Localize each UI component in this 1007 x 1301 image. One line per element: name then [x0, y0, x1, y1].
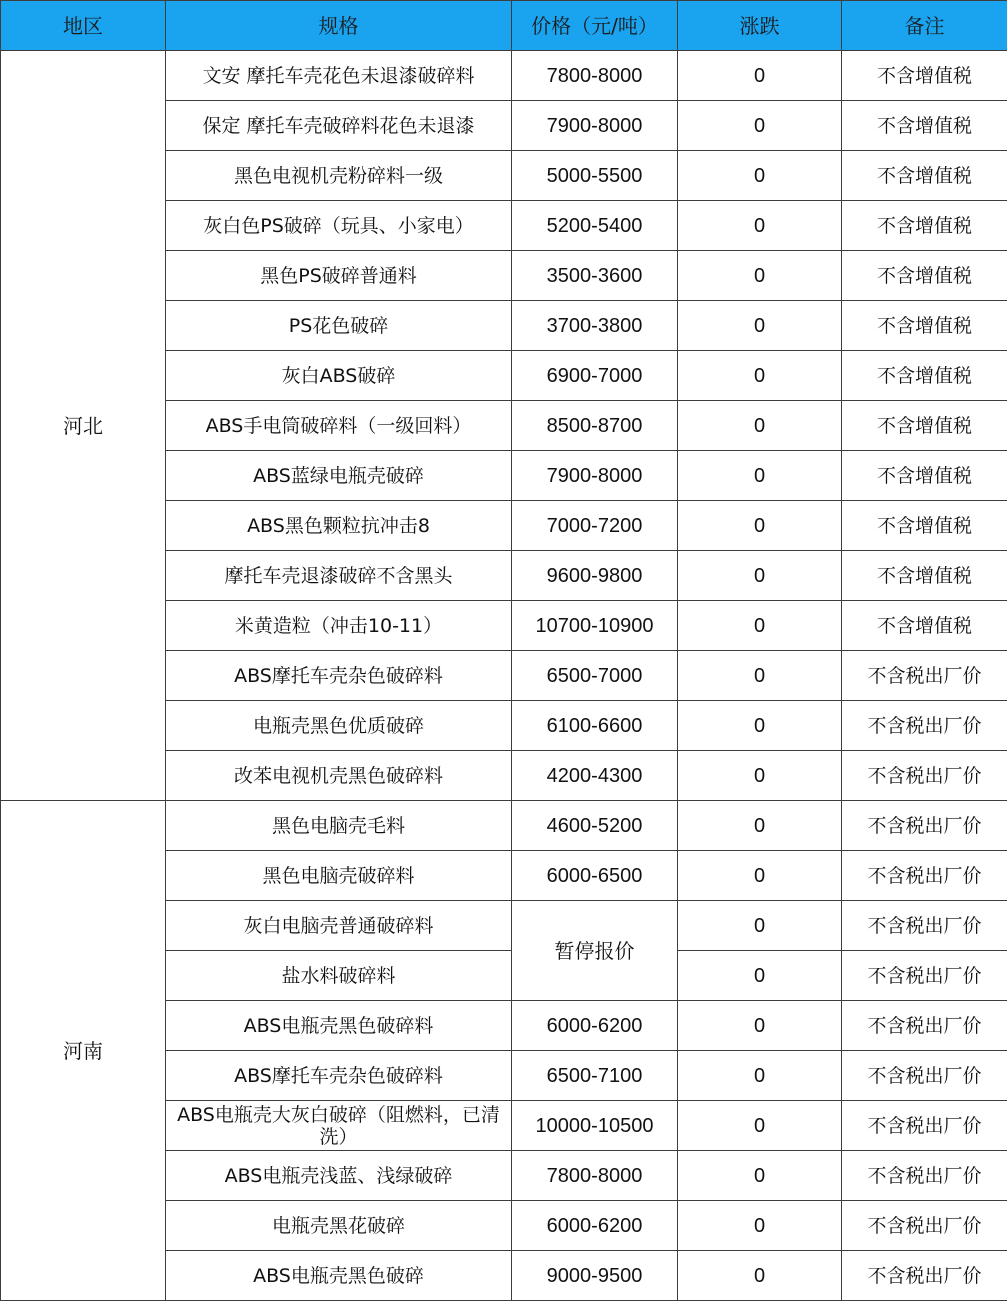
spec-cell: 盐水料破碎料: [166, 951, 512, 1001]
table-row: [1, 801, 1007, 851]
spec-cell: PS花色破碎: [166, 301, 512, 351]
change-cell: 0: [678, 851, 842, 901]
header-region: 地区: [1, 1, 166, 51]
price-cell: 5000-5500: [512, 151, 678, 201]
price-cell: 7900-8000: [512, 451, 678, 501]
change-cell: 0: [678, 401, 842, 451]
note-cell: 不含增值税: [842, 101, 1007, 151]
header-price: 价格（元/吨）: [512, 1, 678, 51]
header-row: [1, 1, 1007, 51]
note-cell: 不含增值税: [842, 451, 1007, 501]
price-cell: 6100-6600: [512, 701, 678, 751]
spec-cell: 电瓶壳黑色优质破碎: [166, 701, 512, 751]
table-body: [1, 51, 1007, 1301]
note-cell: 不含增值税: [842, 401, 1007, 451]
spec-cell: 黑色电脑壳破碎料: [166, 851, 512, 901]
change-cell: 0: [678, 1251, 842, 1301]
spec-cell: ABS黑色颗粒抗冲击8: [166, 501, 512, 551]
price-cell: 6000-6200: [512, 1201, 678, 1251]
price-cell: 6000-6500: [512, 851, 678, 901]
change-cell: 0: [678, 51, 842, 101]
spec-cell: 黑色电视机壳粉碎料一级: [166, 151, 512, 201]
spec-cell: 灰白色PS破碎（玩具、小家电）: [166, 201, 512, 251]
price-cell: 9600-9800: [512, 551, 678, 601]
spec-cell: 电瓶壳黑花破碎: [166, 1201, 512, 1251]
change-cell: 0: [678, 301, 842, 351]
price-cell: 4200-4300: [512, 751, 678, 801]
note-cell: 不含税出厂价: [842, 1251, 1007, 1301]
change-cell: 0: [678, 1201, 842, 1251]
price-cell: 6500-7100: [512, 1051, 678, 1101]
change-cell: 0: [678, 651, 842, 701]
price-cell: 3500-3600: [512, 251, 678, 301]
price-cell: 6500-7000: [512, 651, 678, 701]
price-cell: 6900-7000: [512, 351, 678, 401]
note-cell: 不含增值税: [842, 151, 1007, 201]
spec-cell: 黑色电脑壳毛料: [166, 801, 512, 851]
change-cell: 0: [678, 801, 842, 851]
note-cell: 不含税出厂价: [842, 1201, 1007, 1251]
change-cell: 0: [678, 201, 842, 251]
change-cell: 0: [678, 101, 842, 151]
change-cell: 0: [678, 1151, 842, 1201]
change-cell: 0: [678, 1101, 842, 1151]
note-cell: 不含税出厂价: [842, 701, 1007, 751]
table-row: [1, 51, 1007, 101]
spec-cell: 摩托车壳退漆破碎不含黑头: [166, 551, 512, 601]
spec-cell: 改苯电视机壳黑色破碎料: [166, 751, 512, 801]
change-cell: 0: [678, 751, 842, 801]
change-cell: 0: [678, 1001, 842, 1051]
spec-cell: ABS蓝绿电瓶壳破碎: [166, 451, 512, 501]
price-cell: 4600-5200: [512, 801, 678, 851]
spec-cell: ABS手电筒破碎料（一级回料）: [166, 401, 512, 451]
spec-cell: 米黄造粒（冲击10-11）: [166, 601, 512, 651]
note-cell: 不含税出厂价: [842, 851, 1007, 901]
change-cell: 0: [678, 551, 842, 601]
change-cell: 0: [678, 501, 842, 551]
spec-cell: ABS摩托车壳杂色破碎料: [166, 651, 512, 701]
note-cell: 不含税出厂价: [842, 901, 1007, 951]
note-cell: 不含增值税: [842, 51, 1007, 101]
spec-cell: 文安 摩托车壳花色未退漆破碎料: [166, 51, 512, 101]
price-cell: 暂停报价: [512, 901, 678, 1001]
price-cell: 7900-8000: [512, 101, 678, 151]
price-cell: 7800-8000: [512, 51, 678, 101]
note-cell: 不含税出厂价: [842, 651, 1007, 701]
change-cell: 0: [678, 901, 842, 951]
spec-cell: ABS摩托车壳杂色破碎料: [166, 1051, 512, 1101]
note-cell: 不含增值税: [842, 551, 1007, 601]
note-cell: 不含增值税: [842, 251, 1007, 301]
price-cell: 10000-10500: [512, 1101, 678, 1151]
change-cell: 0: [678, 951, 842, 1001]
note-cell: 不含税出厂价: [842, 1051, 1007, 1101]
note-cell: 不含增值税: [842, 301, 1007, 351]
price-cell: 7800-8000: [512, 1151, 678, 1201]
spec-cell: 灰白电脑壳普通破碎料: [166, 901, 512, 951]
spec-cell: ABS电瓶壳大灰白破碎（阻燃料，已清洗）: [166, 1101, 512, 1151]
spec-cell: 黑色PS破碎普通料: [166, 251, 512, 301]
note-cell: 不含增值税: [842, 501, 1007, 551]
spec-cell: ABS电瓶壳浅蓝、浅绿破碎: [166, 1151, 512, 1201]
change-cell: 0: [678, 601, 842, 651]
note-cell: 不含增值税: [842, 601, 1007, 651]
price-cell: 7000-7200: [512, 501, 678, 551]
header-note: 备注: [842, 1, 1007, 51]
price-cell: 10700-10900: [512, 601, 678, 651]
region-cell: 河北: [1, 51, 166, 801]
price-cell: 8500-8700: [512, 401, 678, 451]
note-cell: 不含税出厂价: [842, 801, 1007, 851]
note-cell: 不含税出厂价: [842, 1101, 1007, 1151]
price-cell: 5200-5400: [512, 201, 678, 251]
price-cell: 9000-9500: [512, 1251, 678, 1301]
change-cell: 0: [678, 151, 842, 201]
price-cell: 6000-6200: [512, 1001, 678, 1051]
change-cell: 0: [678, 451, 842, 501]
note-cell: 不含增值税: [842, 351, 1007, 401]
region-cell: 河南: [1, 801, 166, 1301]
header-spec: 规格: [166, 1, 512, 51]
note-cell: 不含税出厂价: [842, 751, 1007, 801]
change-cell: 0: [678, 251, 842, 301]
note-cell: 不含税出厂价: [842, 951, 1007, 1001]
spec-cell: 灰白ABS破碎: [166, 351, 512, 401]
change-cell: 0: [678, 351, 842, 401]
spec-cell: ABS电瓶壳黑色破碎料: [166, 1001, 512, 1051]
spec-cell: ABS电瓶壳黑色破碎: [166, 1251, 512, 1301]
change-cell: 0: [678, 1051, 842, 1101]
note-cell: 不含税出厂价: [842, 1151, 1007, 1201]
price-cell: 3700-3800: [512, 301, 678, 351]
note-cell: 不含增值税: [842, 201, 1007, 251]
spec-cell: 保定 摩托车壳破碎料花色未退漆: [166, 101, 512, 151]
change-cell: 0: [678, 701, 842, 751]
header-change: 涨跌: [678, 1, 842, 51]
note-cell: 不含税出厂价: [842, 1001, 1007, 1051]
